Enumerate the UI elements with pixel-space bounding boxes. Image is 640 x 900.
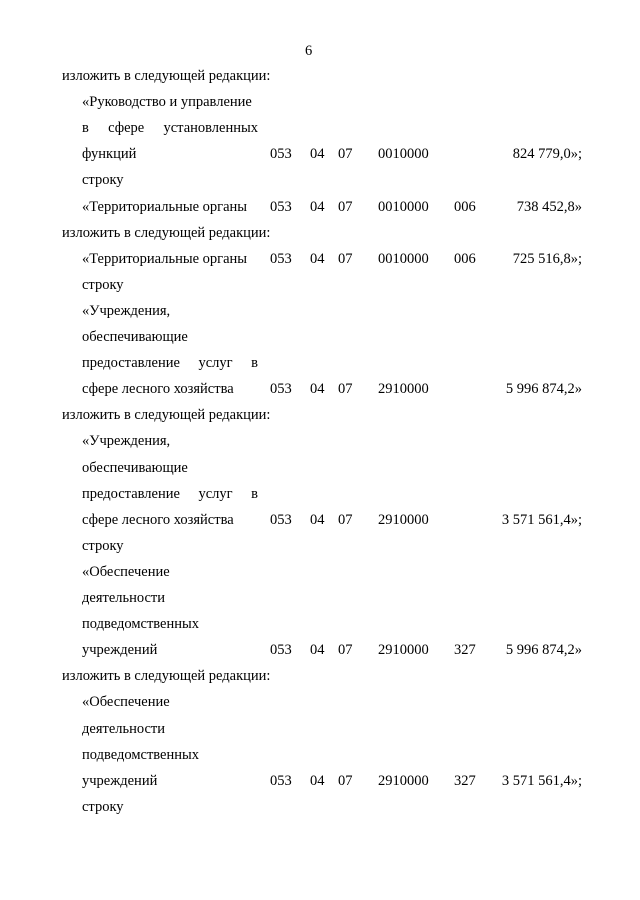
code-col-1: 053 xyxy=(270,251,292,267)
text-line xyxy=(0,144,640,164)
text-line xyxy=(0,588,640,608)
code-col-2: 04 xyxy=(310,199,325,215)
text-line xyxy=(0,223,640,243)
code-col-3: 07 xyxy=(338,251,353,267)
code-col-3: 07 xyxy=(338,199,353,215)
amount-col: 738 452,8» xyxy=(516,199,582,215)
text-line xyxy=(0,301,640,321)
code-col-3: 07 xyxy=(338,642,353,658)
amount-col: 725 516,8»; xyxy=(512,251,582,267)
amount-col: 3 571 561,4»; xyxy=(501,773,582,789)
code-col-2: 04 xyxy=(310,773,325,789)
line-text: «Обеспечение xyxy=(82,564,170,580)
text-line xyxy=(0,92,640,112)
amount-col: 3 571 561,4»; xyxy=(501,512,582,528)
line-text: «Обеспечение xyxy=(82,694,170,710)
text-line xyxy=(0,640,640,660)
code-col-2: 04 xyxy=(310,512,325,528)
code-col-4: 0010000 xyxy=(378,251,429,267)
code-col-1: 053 xyxy=(270,773,292,789)
line-text: «Учреждения, xyxy=(82,303,171,319)
code-col-3: 07 xyxy=(338,146,353,162)
text-line xyxy=(0,405,640,425)
code-col-1: 053 xyxy=(270,146,292,162)
code-col-3: 07 xyxy=(338,773,353,789)
code-col-2: 04 xyxy=(310,251,325,267)
text-line xyxy=(0,771,640,791)
text-line xyxy=(0,197,640,217)
code-col-4: 2910000 xyxy=(378,381,429,397)
code-col-3: 07 xyxy=(338,381,353,397)
amount-col: 5 996 874,2» xyxy=(505,381,582,397)
code-col-1: 053 xyxy=(270,381,292,397)
word: в xyxy=(82,120,89,136)
text-line xyxy=(0,170,640,190)
justified-text xyxy=(82,353,258,373)
line-text: строку xyxy=(82,799,124,815)
word: в xyxy=(251,486,258,502)
line-text: подведомственных xyxy=(82,616,199,632)
code-col-3: 07 xyxy=(338,512,353,528)
line-text: строку xyxy=(82,538,124,554)
code-col-2: 04 xyxy=(310,642,325,658)
line-text: «Руководство и управление xyxy=(82,94,252,110)
text-line xyxy=(0,510,640,530)
text-line xyxy=(0,379,640,399)
line-text: строку xyxy=(82,277,124,293)
line-text: сфере лесного хозяйства xyxy=(82,381,234,397)
word: сфере xyxy=(108,120,145,136)
line-text: «Территориальные органы xyxy=(82,251,248,267)
code-col-5: 327 xyxy=(454,773,476,789)
word: установленных xyxy=(163,120,258,136)
code-col-4: 0010000 xyxy=(378,199,429,215)
code-col-2: 04 xyxy=(310,381,325,397)
amount-col: 5 996 874,2» xyxy=(505,642,582,658)
line-text: деятельности xyxy=(82,590,166,606)
code-col-4: 2910000 xyxy=(378,642,429,658)
line-text: функций xyxy=(82,146,137,162)
line-text: обеспечивающие xyxy=(82,460,188,476)
amount-col: 824 779,0»; xyxy=(512,146,582,162)
text-line xyxy=(0,66,640,86)
code-col-5: 006 xyxy=(454,251,476,267)
line-text: изложить в следующей редакции: xyxy=(62,68,271,84)
text-line xyxy=(0,327,640,347)
word: услуг xyxy=(198,355,233,371)
line-text: изложить в следующей редакции: xyxy=(62,668,271,684)
code-col-4: 2910000 xyxy=(378,773,429,789)
text-line xyxy=(0,249,640,269)
text-line xyxy=(0,666,640,686)
text-line xyxy=(0,458,640,478)
page-number: 6 xyxy=(305,43,313,59)
code-col-4: 0010000 xyxy=(378,146,429,162)
text-line xyxy=(0,797,640,817)
text-line xyxy=(0,562,640,582)
word: в xyxy=(251,355,258,371)
code-col-5: 006 xyxy=(454,199,476,215)
justified-text xyxy=(82,118,258,138)
text-line xyxy=(0,692,640,712)
line-text: строку xyxy=(82,172,124,188)
text-line xyxy=(0,536,640,556)
line-text: обеспечивающие xyxy=(82,329,188,345)
justified-text xyxy=(82,484,258,504)
code-col-1: 053 xyxy=(270,199,292,215)
line-text: «Территориальные органы xyxy=(82,199,248,215)
word: предоставление xyxy=(82,486,180,502)
line-text: изложить в следующей редакции: xyxy=(62,407,271,423)
text-line xyxy=(0,431,640,451)
code-col-1: 053 xyxy=(270,642,292,658)
code-col-5: 327 xyxy=(454,642,476,658)
text-line xyxy=(0,484,640,504)
word: услуг xyxy=(198,486,233,502)
line-text: подведомственных xyxy=(82,747,199,763)
line-text: учреждений xyxy=(82,773,158,789)
code-col-4: 2910000 xyxy=(378,512,429,528)
text-line xyxy=(0,719,640,739)
line-text: изложить в следующей редакции: xyxy=(62,225,271,241)
text-line xyxy=(0,353,640,373)
code-col-1: 053 xyxy=(270,512,292,528)
word: предоставление xyxy=(82,355,180,371)
text-line xyxy=(0,118,640,138)
text-line xyxy=(0,745,640,765)
text-line xyxy=(0,275,640,295)
line-text: сфере лесного хозяйства xyxy=(82,512,234,528)
code-col-2: 04 xyxy=(310,146,325,162)
line-text: учреждений xyxy=(82,642,158,658)
text-line xyxy=(0,614,640,634)
line-text: «Учреждения, xyxy=(82,433,171,449)
line-text: деятельности xyxy=(82,721,166,737)
